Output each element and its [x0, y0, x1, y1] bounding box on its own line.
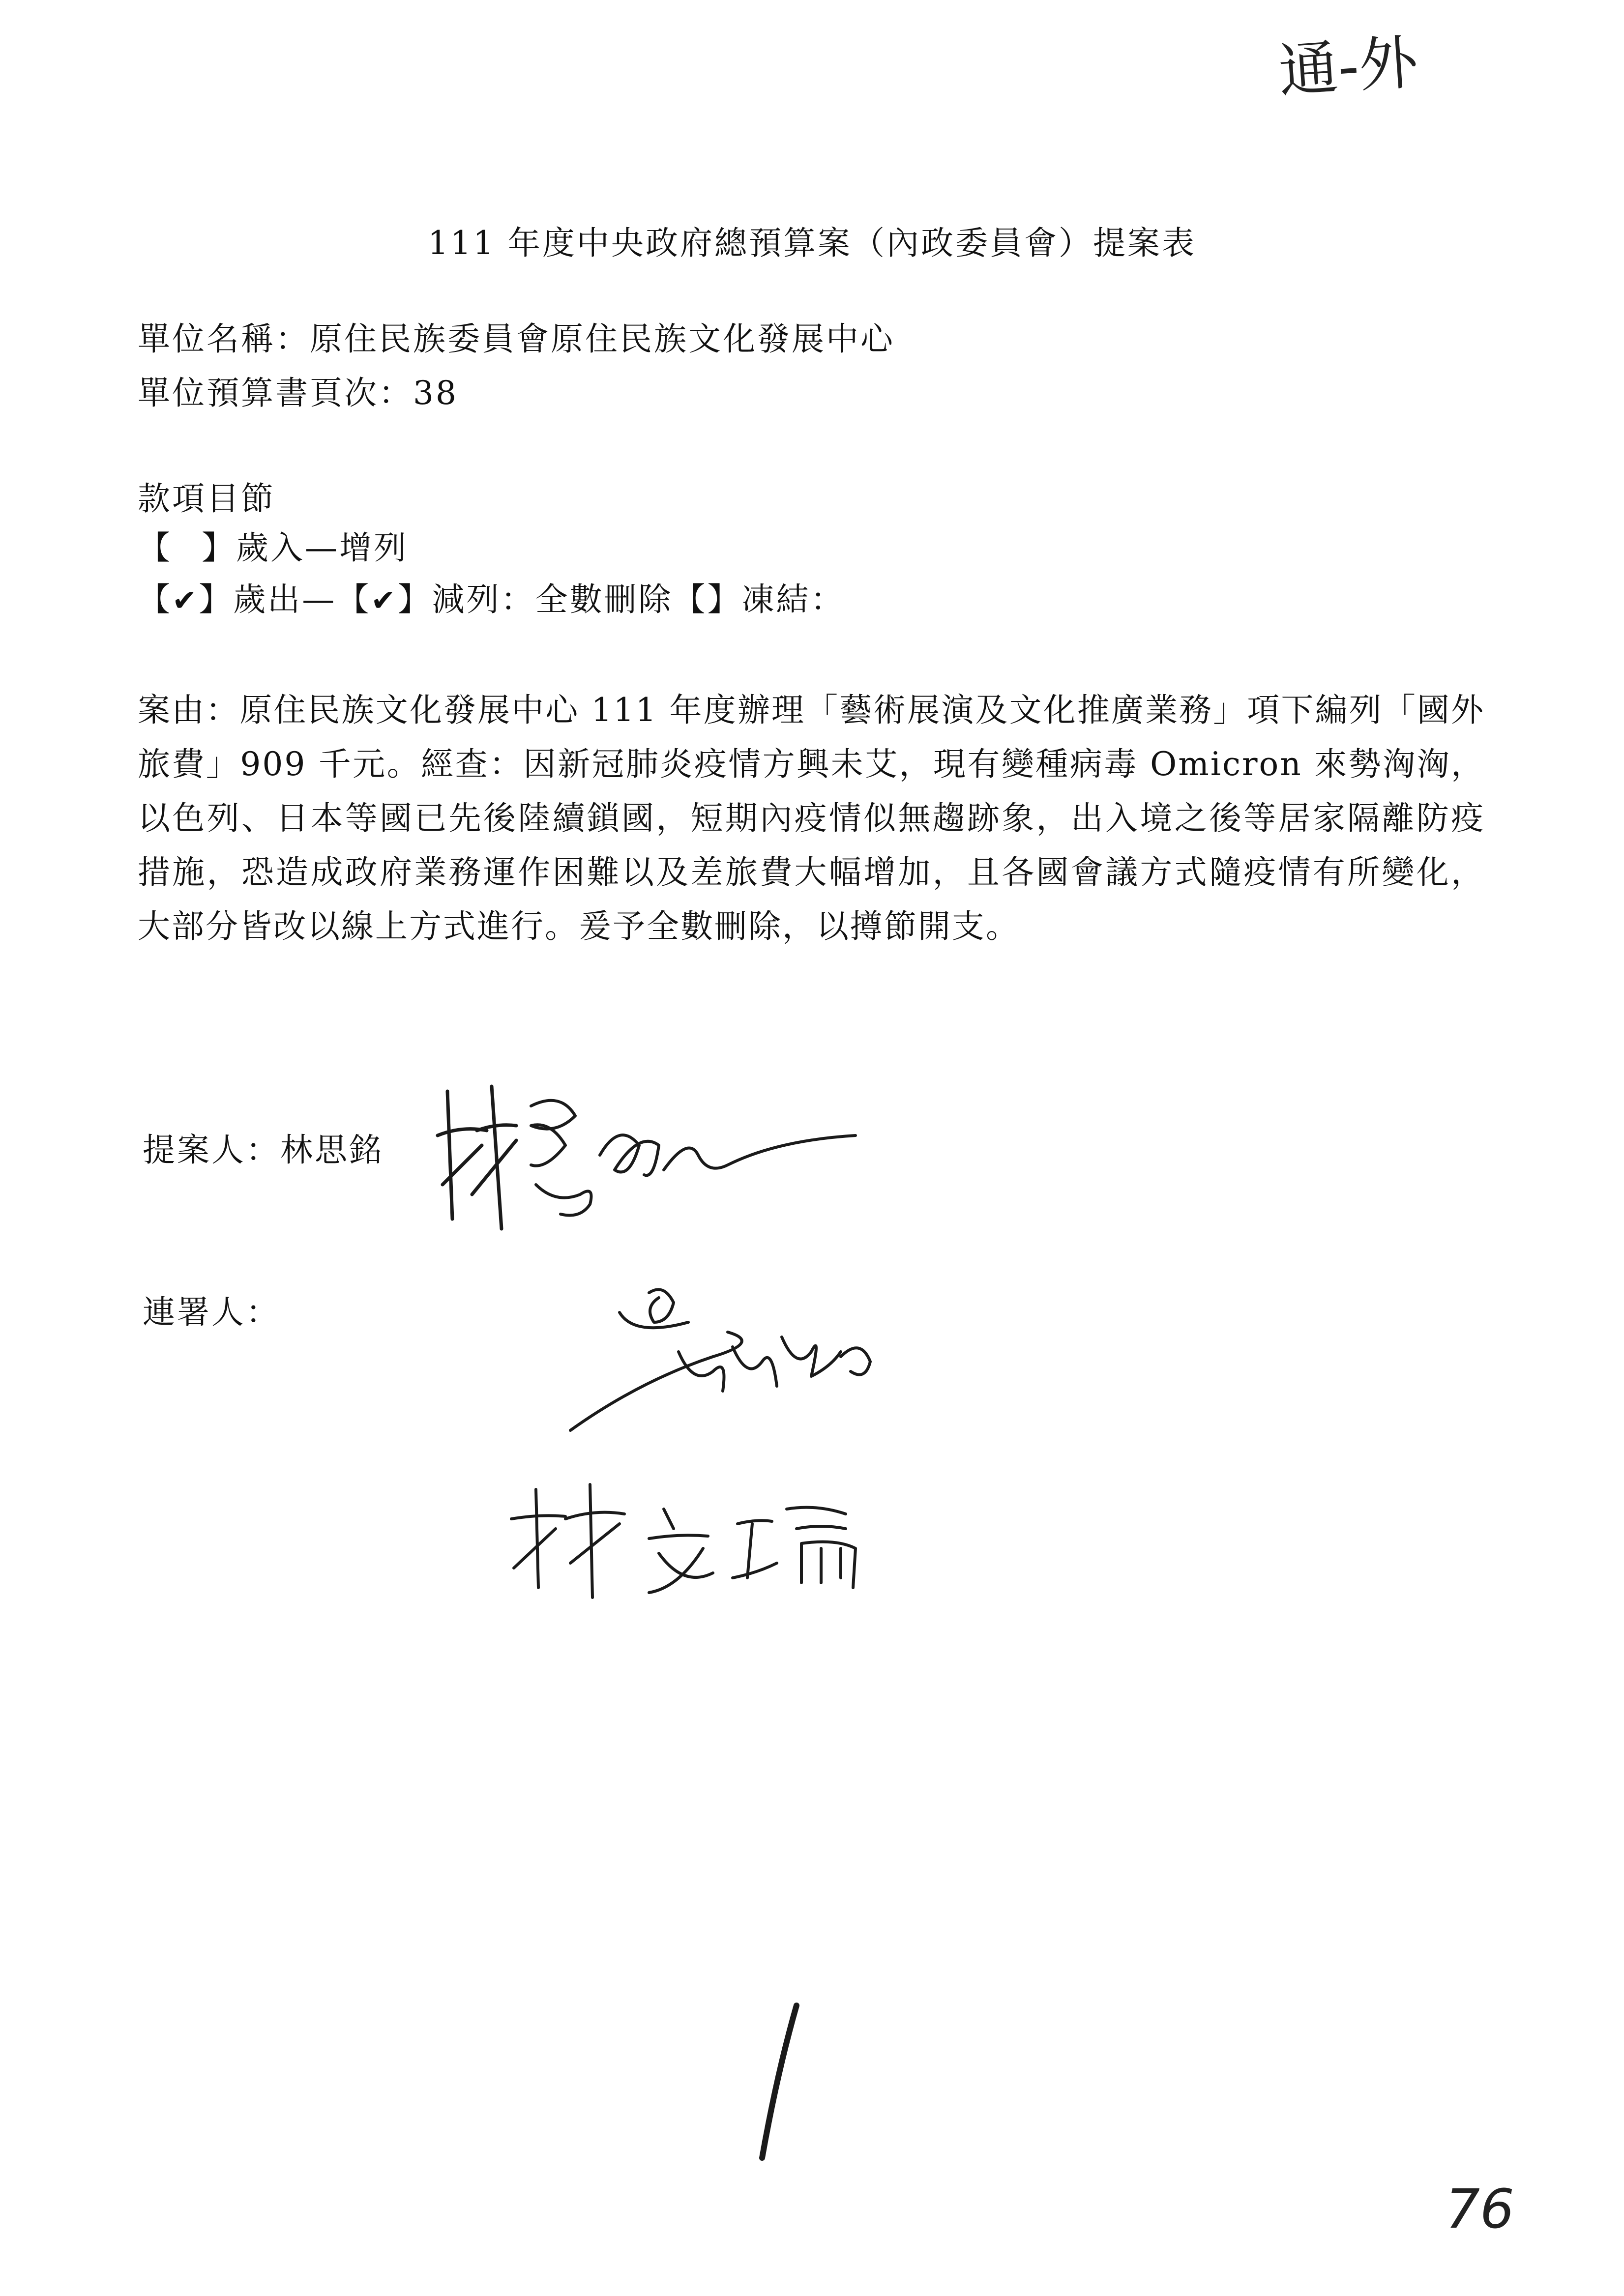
- reason-text: 案由：原住民族文化發展中心 111 年度辦理「藝術展演及文化推廣業務」項下編列「國外旅費」909 千元。經查：因新冠肺炎疫情方興未艾，現有變種病毒 Omicron 來勢洶洶，以色列、日本等國已先後陸續鎖國，短期內疫情似無趨跡象，出入境之後等居家隔離防疫措施，恐造成政府業務運作困難以及差旅費大幅增加，且各國會議方式隨疫情有所變化，大部分皆改以線上方式進行。爰予全數刪除，以撙節開支。: [138, 691, 1485, 945]
- reduction-label: 】減列：全數刪除【】凍結：: [397, 581, 845, 618]
- page-number: 76: [1446, 2178, 1514, 2240]
- proposer-label: 提案人：林思銘: [143, 1131, 384, 1169]
- document-title: 111 年度中央政府總預算案（內政委員會）提案表: [428, 224, 1196, 262]
- cosigner-label: 連署人：: [143, 1293, 280, 1331]
- section-header: 款項目節: [138, 480, 275, 518]
- reason-paragraph: [138, 683, 1485, 954]
- cosigner-signature-2: [502, 1480, 875, 1607]
- budget-page-number: 單位預算書頁次：38: [138, 374, 458, 412]
- expenditure-open-bracket: 【: [138, 581, 172, 618]
- expenditure-check-icon: ✔: [172, 583, 199, 618]
- revenue-open-bracket: 【: [138, 529, 172, 567]
- revenue-line: [138, 528, 408, 567]
- corner-handwritten-note: 通-外: [1276, 28, 1420, 106]
- handwritten-one: [733, 1996, 811, 2173]
- cosigner-signature-1: [565, 1273, 885, 1440]
- unit-name: 單位名稱：原住民族委員會原住民族文化發展中心: [138, 320, 895, 358]
- reduction-check-icon: ✔: [371, 583, 398, 618]
- revenue-label: 】歲入—增列: [202, 529, 408, 567]
- proposer-signature: [433, 1072, 875, 1244]
- expenditure-label: 】歲出—【: [199, 581, 371, 618]
- expenditure-line: [138, 580, 845, 619]
